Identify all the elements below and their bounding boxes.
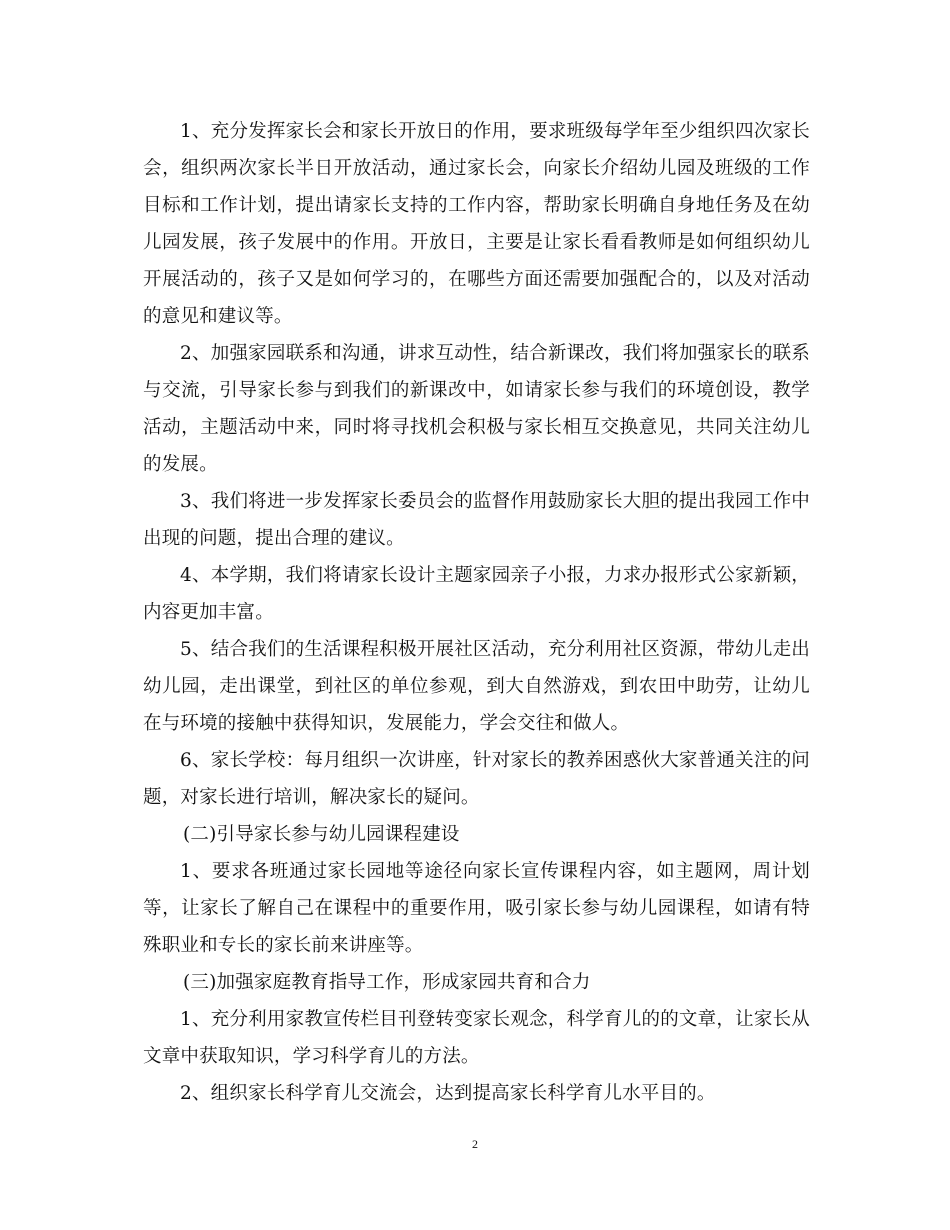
section-heading-3: (三)加强家庭教育指导工作，形成家园共育和合力 xyxy=(183,972,591,993)
paragraph-8: 1、充分利用家教宣传栏目刊登转变家长观念，科学育儿的的文章，让家长从文章中获取知识，学习科学育儿的方法。 xyxy=(143,1009,810,1067)
paragraph-4: 4、本学期，我们将请家长设计主题家园亲子小报，力求办报形式公家新颖，内容更加丰富。 xyxy=(143,565,810,623)
paragraph-6: 6、家长学校：每月组织一次讲座，针对家长的教养困惑伙大家普通关注的问题，对家长进行培训，解决家长的疑问。 xyxy=(143,750,810,808)
page-number: 2 xyxy=(472,1137,478,1151)
paragraph-7: 1、要求各班通过家长园地等途径向家长宣传课程内容，如主题网，周计划等，让家长了解自己在课程中的重要作用，吸引家长参与幼儿园课程，如请有特殊职业和专长的家长前来讲座等。 xyxy=(143,861,810,956)
document-body xyxy=(143,113,810,1112)
paragraph-9: 2、组织家长科学育儿交流会，达到提高家长科学育儿水平目的。 xyxy=(180,1083,716,1104)
paragraph-2: 2、加强家园联系和沟通，讲求互动性，结合新课改，我们将加强家长的联系与交流，引导家长参与到我们的新课改中，如请家长参与我们的环境创设，教学活动，主题活动中来，同时将寻找机会积极与家长相互交换意见，共同关注幼儿的发展。 xyxy=(143,343,810,475)
paragraph-1: 1、充分发挥家长会和家长开放日的作用，要求班级每学年至少组织四次家长会，组织两次家长半日开放活动，通过家长会，向家长介绍幼儿园及班级的工作目标和工作计划，提出请家长支持的工作内容，帮助家长明确自身地任务及在幼儿园发展，孩子发展中的作用。开放日，主要是让家长看看教师是如何组织幼儿开展活动的，孩子又是如何学习的，在哪些方面还需要加强配合的，以及对活动的意见和建议等。 xyxy=(143,121,810,327)
paragraph-5: 5、结合我们的生活课程积极开展社区活动，充分利用社区资源，带幼儿走出幼儿园，走出课堂，到社区的单位参观，到大自然游戏，到农田中助劳，让幼儿在与环境的接触中获得知识，发展能力，学会交往和做人。 xyxy=(143,639,810,734)
paragraph-3: 3、我们将进一步发挥家长委员会的监督作用鼓励家长大胆的提出我园工作中出现的问题，提出合理的建议。 xyxy=(143,491,810,549)
section-heading-2: (二)引导家长参与幼儿园课程建设 xyxy=(183,824,460,845)
